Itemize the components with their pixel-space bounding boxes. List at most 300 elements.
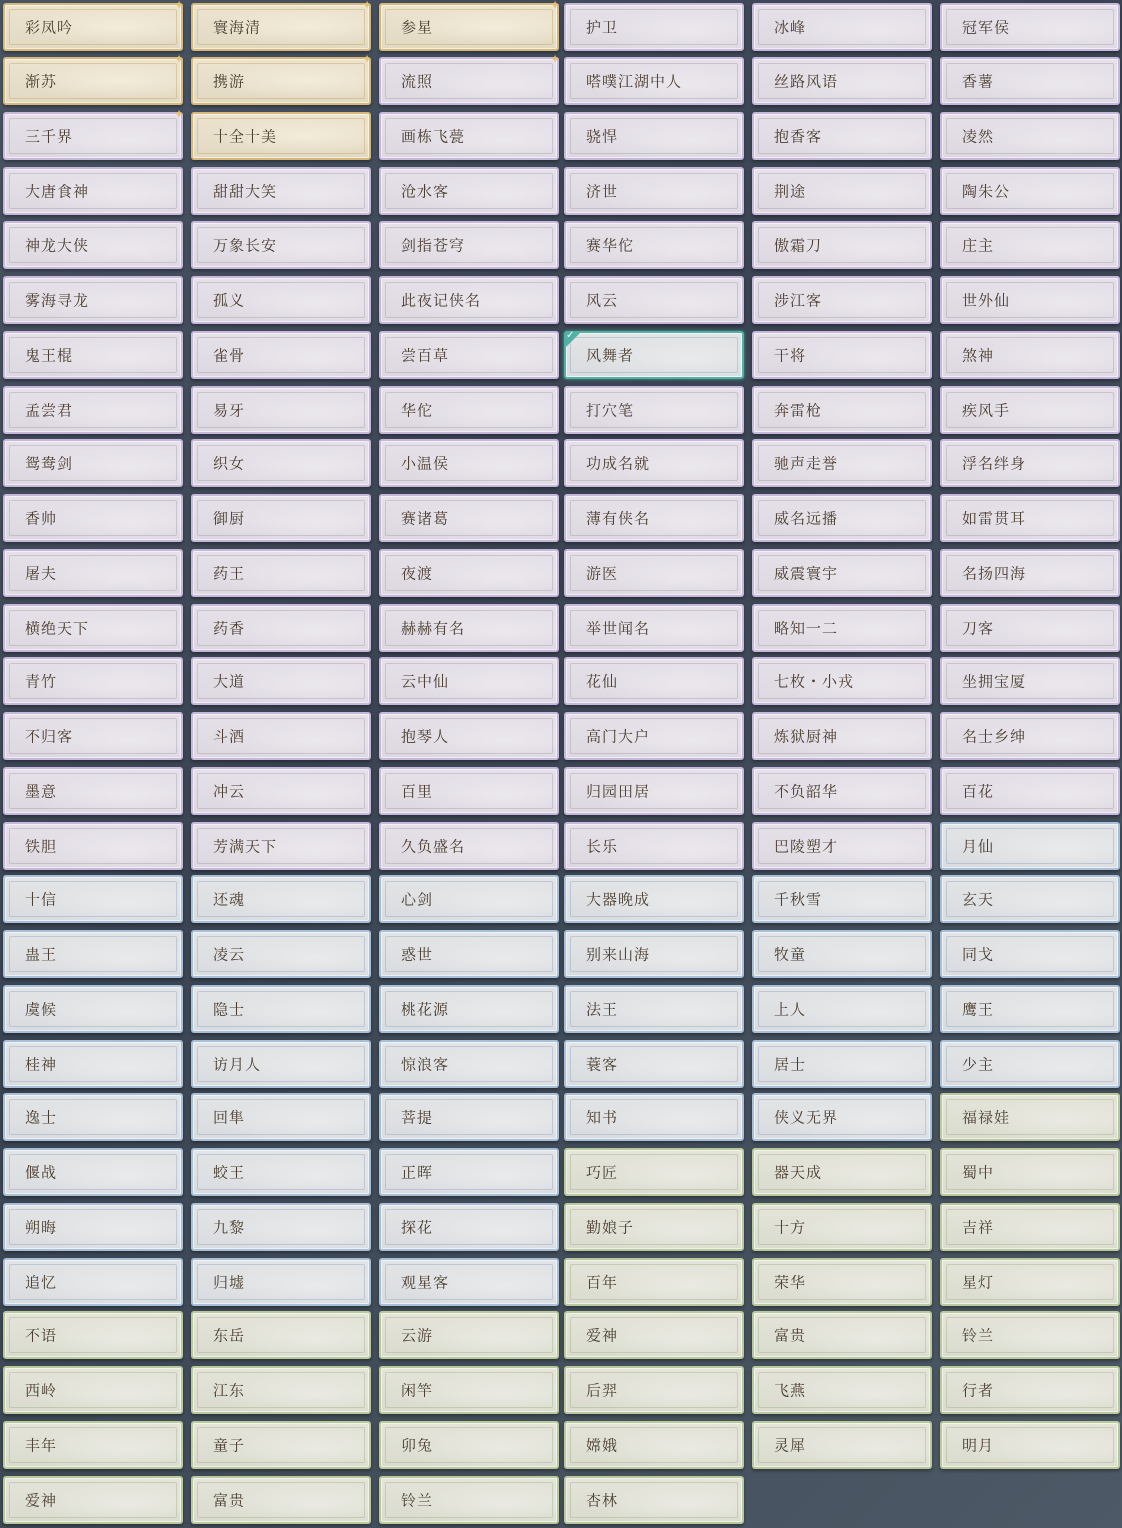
title-label: 御厨: [213, 509, 246, 528]
title-tile[interactable]: [379, 386, 559, 434]
title-tile[interactable]: [191, 331, 371, 379]
title-tile[interactable]: [940, 1148, 1120, 1196]
title-tile[interactable]: [752, 1040, 932, 1088]
title-tile[interactable]: [564, 494, 744, 542]
title-tile[interactable]: [940, 276, 1120, 324]
title-label: 富贵: [774, 1326, 807, 1345]
title-tile[interactable]: [940, 3, 1120, 51]
title-tile[interactable]: [940, 1093, 1120, 1141]
title-tile[interactable]: [564, 875, 744, 923]
title-label: 彩凤吟: [25, 18, 74, 37]
title-label: 访月人: [213, 1055, 262, 1074]
title-tile[interactable]: [191, 930, 371, 978]
title-tile[interactable]: [3, 1366, 183, 1414]
title-tile[interactable]: [379, 657, 559, 705]
title-label: 冲云: [213, 782, 246, 801]
title-label: 万象长安: [213, 236, 278, 255]
title-label: 富贵: [213, 1491, 246, 1510]
title-label: 药香: [213, 619, 246, 638]
title-tile[interactable]: [3, 1258, 183, 1306]
title-tile[interactable]: [940, 1203, 1120, 1251]
title-label: 嗒噗江湖中人: [586, 72, 683, 91]
title-tile[interactable]: [191, 1040, 371, 1088]
title-label: 傲霜刀: [774, 236, 823, 255]
title-tile[interactable]: [752, 875, 932, 923]
title-tile[interactable]: [940, 1366, 1120, 1414]
title-tile[interactable]: [564, 3, 744, 51]
title-tile[interactable]: [564, 1476, 744, 1524]
title-label: 大道: [213, 672, 246, 691]
title-label: 凌云: [213, 945, 246, 964]
title-tile[interactable]: [3, 0, 185, 51]
title-tile[interactable]: [940, 822, 1120, 870]
title-label: 大唐食神: [25, 182, 90, 201]
title-label: 飞燕: [774, 1381, 807, 1400]
title-tile[interactable]: [940, 1311, 1120, 1359]
title-label: 风舞者: [586, 346, 635, 365]
title-tile[interactable]: [191, 1476, 371, 1524]
title-tile[interactable]: [940, 767, 1120, 815]
title-tile[interactable]: [191, 276, 371, 324]
title-label: 斗酒: [213, 727, 246, 746]
title-tile[interactable]: [379, 1093, 559, 1141]
title-label: 同戈: [962, 945, 995, 964]
title-tile[interactable]: [564, 221, 744, 269]
title-tile[interactable]: [379, 1311, 559, 1359]
title-tile[interactable]: [752, 1421, 932, 1469]
title-label: 小温侯: [401, 454, 450, 473]
title-label: 名扬四海: [962, 564, 1027, 583]
title-tile[interactable]: [191, 767, 371, 815]
title-tile[interactable]: [940, 1258, 1120, 1306]
title-label: 玄天: [962, 890, 995, 909]
title-tile[interactable]: [3, 52, 185, 105]
title-tile[interactable]: [564, 1258, 744, 1306]
title-tile[interactable]: [752, 1093, 932, 1141]
title-label: 星灯: [962, 1273, 995, 1292]
sparkle-icon: ✦: [173, 0, 185, 12]
title-tile[interactable]: [940, 331, 1120, 379]
title-label: 薄有侠名: [586, 509, 651, 528]
title-tile[interactable]: [191, 985, 371, 1033]
title-label: 童子: [213, 1436, 246, 1455]
title-label: 荣华: [774, 1273, 807, 1292]
title-label: 香薯: [962, 72, 995, 91]
title-tile[interactable]: [379, 439, 559, 487]
title-tile[interactable]: [752, 1366, 932, 1414]
title-label: 流照: [401, 72, 434, 91]
title-tile[interactable]: [379, 549, 559, 597]
title-label: 三千界: [25, 127, 74, 146]
title-label: 赛华佗: [586, 236, 635, 255]
title-tile[interactable]: [752, 930, 932, 978]
title-label: 雀骨: [213, 346, 246, 365]
title-label: 坐拥宝厦: [962, 672, 1027, 691]
title-label: 炼狱厨神: [774, 727, 839, 746]
title-tile[interactable]: [191, 1311, 371, 1359]
title-tile[interactable]: [940, 439, 1120, 487]
title-label: 长乐: [586, 837, 619, 856]
title-label: 世外仙: [962, 291, 1011, 310]
title-tile[interactable]: [564, 112, 744, 160]
title-tile[interactable]: [379, 985, 559, 1033]
title-tile[interactable]: [752, 985, 932, 1033]
title-label: 渐苏: [25, 72, 58, 91]
title-tile[interactable]: [564, 1366, 744, 1414]
title-tile[interactable]: [564, 657, 744, 705]
title-tile[interactable]: [191, 875, 371, 923]
title-tile[interactable]: [940, 57, 1120, 105]
title-label: 侠义无界: [774, 1108, 839, 1127]
title-label: 荆途: [774, 182, 807, 201]
title-tile[interactable]: [564, 604, 744, 652]
title-tile[interactable]: [3, 875, 183, 923]
title-label: 驰声走誉: [774, 454, 839, 473]
title-tile[interactable]: [940, 494, 1120, 542]
title-tile[interactable]: [379, 1040, 559, 1088]
title-label: 尝百草: [401, 346, 450, 365]
title-label: 偃战: [25, 1163, 58, 1182]
title-tile[interactable]: [752, 331, 932, 379]
title-tile[interactable]: [752, 822, 932, 870]
sparkle-icon: ✦: [361, 0, 373, 12]
title-tile[interactable]: [752, 439, 932, 487]
title-label: 冰峰: [774, 18, 807, 37]
title-tile[interactable]: [379, 875, 559, 923]
title-label: 青竹: [25, 672, 58, 691]
title-tile[interactable]: [379, 0, 561, 51]
title-tile[interactable]: [379, 767, 559, 815]
title-label: 爱神: [25, 1491, 58, 1510]
title-tile[interactable]: [564, 1040, 744, 1088]
title-tile[interactable]: [379, 494, 559, 542]
title-label: 勤娘子: [586, 1218, 635, 1237]
title-tile[interactable]: [379, 712, 559, 760]
title-tile[interactable]: [191, 52, 373, 105]
title-tile[interactable]: [191, 1093, 371, 1141]
title-label: 画栋飞甍: [401, 127, 466, 146]
title-tile[interactable]: [3, 221, 183, 269]
title-label: 回隼: [213, 1108, 246, 1127]
title-tile[interactable]: [564, 331, 744, 379]
title-label: 煞神: [962, 346, 995, 365]
title-label: 风云: [586, 291, 619, 310]
title-label: 福禄娃: [962, 1108, 1011, 1127]
title-tile[interactable]: [379, 604, 559, 652]
title-label: 刀客: [962, 619, 995, 638]
title-tile[interactable]: [564, 386, 744, 434]
title-tile[interactable]: [191, 1421, 371, 1469]
title-label: 大器晚成: [586, 890, 651, 909]
title-tile[interactable]: [191, 1203, 371, 1251]
title-label: 归墟: [213, 1273, 246, 1292]
title-tile[interactable]: [191, 1366, 371, 1414]
title-label: 济世: [586, 182, 619, 201]
title-label: 抱香客: [774, 127, 823, 146]
title-tile[interactable]: [3, 107, 185, 160]
title-label: 菩提: [401, 1108, 434, 1127]
title-label: 蜀中: [962, 1163, 995, 1182]
title-tile[interactable]: [3, 494, 183, 542]
title-tile[interactable]: [564, 767, 744, 815]
title-tile[interactable]: [564, 1148, 744, 1196]
title-label: 孟尝君: [25, 401, 74, 420]
title-tile[interactable]: [3, 930, 183, 978]
title-label: 骁悍: [586, 127, 619, 146]
title-label: 鬼王棍: [25, 346, 74, 365]
title-label: 云中仙: [401, 672, 450, 691]
title-tile[interactable]: [191, 386, 371, 434]
title-label: 不归客: [25, 727, 74, 746]
title-label: 明月: [962, 1436, 995, 1455]
title-tile[interactable]: [379, 276, 559, 324]
title-tile[interactable]: [191, 439, 371, 487]
title-tile[interactable]: [564, 1311, 744, 1359]
title-tile[interactable]: [752, 3, 932, 51]
title-label: 十全十美: [213, 127, 278, 146]
title-tile[interactable]: [379, 930, 559, 978]
title-label: 药王: [213, 564, 246, 583]
title-label: 略知一二: [774, 619, 839, 638]
title-label: 不负韶华: [774, 782, 839, 801]
title-tile[interactable]: [379, 1203, 559, 1251]
title-label: 桂神: [25, 1055, 58, 1074]
title-label: 心剑: [401, 890, 434, 909]
title-label: 法王: [586, 1000, 619, 1019]
title-tile[interactable]: [3, 1040, 183, 1088]
title-tile[interactable]: [3, 386, 183, 434]
title-tile[interactable]: [3, 1148, 183, 1196]
title-tile[interactable]: [564, 930, 744, 978]
title-label: 居士: [774, 1055, 807, 1074]
title-label: 花仙: [586, 672, 619, 691]
title-tile[interactable]: [564, 167, 744, 215]
title-tile[interactable]: [3, 985, 183, 1033]
title-tile[interactable]: [940, 985, 1120, 1033]
title-tile[interactable]: [752, 276, 932, 324]
title-tile[interactable]: [940, 386, 1120, 434]
title-label: 铃兰: [401, 1491, 434, 1510]
title-label: 庄主: [962, 236, 995, 255]
title-label: 牧童: [774, 945, 807, 964]
title-label: 百里: [401, 782, 434, 801]
title-label: 后羿: [586, 1381, 619, 1400]
title-tile[interactable]: [940, 1040, 1120, 1088]
title-tile[interactable]: [940, 221, 1120, 269]
title-label: 鸳鸯剑: [25, 454, 74, 473]
title-label: 东岳: [213, 1326, 246, 1345]
title-label: 江东: [213, 1381, 246, 1400]
title-tile[interactable]: [752, 386, 932, 434]
title-tile[interactable]: [564, 1203, 744, 1251]
title-label: 屠夫: [25, 564, 58, 583]
title-label: 蓑客: [586, 1055, 619, 1074]
title-tile[interactable]: [752, 767, 932, 815]
title-tile[interactable]: [752, 167, 932, 215]
title-tile[interactable]: [940, 167, 1120, 215]
title-tile[interactable]: [3, 167, 183, 215]
title-tile[interactable]: [564, 439, 744, 487]
title-tile[interactable]: [752, 494, 932, 542]
title-tile[interactable]: [191, 167, 371, 215]
title-tile[interactable]: [564, 1421, 744, 1469]
title-label: 举世闻名: [586, 619, 651, 638]
title-label: 寰海清: [213, 18, 262, 37]
title-tile[interactable]: [940, 1421, 1120, 1469]
title-label: 参星: [401, 18, 434, 37]
title-label: 百年: [586, 1273, 619, 1292]
title-tile[interactable]: [191, 0, 373, 51]
title-tile[interactable]: [191, 1148, 371, 1196]
title-label: 还魂: [213, 890, 246, 909]
title-tile[interactable]: [3, 331, 183, 379]
title-label: 月仙: [962, 837, 995, 856]
title-tile[interactable]: [379, 1421, 559, 1469]
title-label: 虞候: [25, 1000, 58, 1019]
title-tile[interactable]: [379, 167, 559, 215]
title-tile[interactable]: [379, 1148, 559, 1196]
title-tile[interactable]: [3, 439, 183, 487]
title-tile[interactable]: [3, 1203, 183, 1251]
title-tile[interactable]: [379, 221, 559, 269]
title-label: 探花: [401, 1218, 434, 1237]
title-label: 灵犀: [774, 1436, 807, 1455]
title-tile[interactable]: [752, 1258, 932, 1306]
title-tile[interactable]: [752, 112, 932, 160]
title-tile[interactable]: [379, 112, 559, 160]
title-tile[interactable]: [3, 822, 183, 870]
title-tile[interactable]: [379, 52, 561, 105]
selected-check-icon: ✓: [565, 332, 581, 348]
title-tile[interactable]: [752, 1311, 932, 1359]
title-label: 观星客: [401, 1273, 450, 1292]
title-tile[interactable]: [564, 985, 744, 1033]
title-tile[interactable]: [752, 604, 932, 652]
title-tile[interactable]: [3, 1093, 183, 1141]
title-label: 十方: [774, 1218, 807, 1237]
title-label: 墨意: [25, 782, 58, 801]
title-tile[interactable]: [940, 112, 1120, 160]
sparkle-icon: ✦: [549, 0, 561, 12]
title-tile[interactable]: [191, 221, 371, 269]
title-label: 器天成: [774, 1163, 823, 1182]
sparkle-icon: ✦: [173, 107, 185, 121]
title-tile[interactable]: [3, 1476, 183, 1524]
title-tile[interactable]: [940, 875, 1120, 923]
title-label: 千秋雪: [774, 890, 823, 909]
title-label: 上人: [774, 1000, 807, 1019]
title-tile[interactable]: [752, 549, 932, 597]
title-label: 少主: [962, 1055, 995, 1074]
title-tile[interactable]: [564, 1093, 744, 1141]
title-label: 桃花源: [401, 1000, 450, 1019]
title-label: 横绝天下: [25, 619, 90, 638]
title-tile[interactable]: [379, 331, 559, 379]
title-tile[interactable]: [564, 57, 744, 105]
title-label: 剑指苍穹: [401, 236, 466, 255]
title-label: 干将: [774, 346, 807, 365]
title-label: 追忆: [25, 1273, 58, 1292]
title-tile[interactable]: [191, 549, 371, 597]
title-tile[interactable]: [752, 221, 932, 269]
title-tile[interactable]: [3, 549, 183, 597]
title-tile[interactable]: [940, 604, 1120, 652]
title-tile[interactable]: [752, 712, 932, 760]
title-tile[interactable]: [752, 1148, 932, 1196]
title-tile[interactable]: [3, 657, 183, 705]
title-label: 功成名就: [586, 454, 651, 473]
title-label: 威名远播: [774, 509, 839, 528]
title-tile[interactable]: [3, 604, 183, 652]
title-tile[interactable]: [940, 712, 1120, 760]
title-label: 正晖: [401, 1163, 434, 1182]
title-label: 疾风手: [962, 401, 1011, 420]
title-tile[interactable]: [564, 276, 744, 324]
title-label: 杏林: [586, 1491, 619, 1510]
title-label: 十信: [25, 890, 58, 909]
title-tile[interactable]: [191, 657, 371, 705]
title-label: 行者: [962, 1381, 995, 1400]
title-tile[interactable]: [191, 712, 371, 760]
title-label: 此夜记侠名: [401, 291, 482, 310]
title-label: 蛟王: [213, 1163, 246, 1182]
title-tile[interactable]: [3, 1311, 183, 1359]
title-label: 赫赫有名: [401, 619, 466, 638]
title-label: 卯兔: [401, 1436, 434, 1455]
title-tile[interactable]: [379, 1366, 559, 1414]
title-tile[interactable]: [379, 1258, 559, 1306]
title-label: 爱神: [586, 1326, 619, 1345]
title-tile[interactable]: [752, 1203, 932, 1251]
title-label: 芳满天下: [213, 837, 278, 856]
title-label: 名士乡绅: [962, 727, 1027, 746]
title-tile[interactable]: [191, 1258, 371, 1306]
title-label: 隐士: [213, 1000, 246, 1019]
title-label: 鹰王: [962, 1000, 995, 1019]
title-label: 蛊王: [25, 945, 58, 964]
title-tile[interactable]: [564, 822, 744, 870]
title-tile[interactable]: [3, 712, 183, 760]
title-tile[interactable]: [191, 604, 371, 652]
title-tile[interactable]: [940, 549, 1120, 597]
title-tile[interactable]: [940, 930, 1120, 978]
title-tile[interactable]: [191, 494, 371, 542]
title-label: 七枚・小戎: [774, 672, 855, 691]
title-tile[interactable]: [3, 1421, 183, 1469]
sparkle-icon: ✦: [361, 52, 373, 66]
title-label: 逸士: [25, 1108, 58, 1127]
title-tile[interactable]: [940, 657, 1120, 705]
title-label: 孤义: [213, 291, 246, 310]
title-label: 夜渡: [401, 564, 434, 583]
title-label: 嫦娥: [586, 1436, 619, 1455]
title-tile[interactable]: [564, 549, 744, 597]
title-tile[interactable]: [3, 276, 183, 324]
title-tile[interactable]: [191, 822, 371, 870]
title-tile[interactable]: [191, 112, 371, 160]
title-tile[interactable]: [379, 822, 559, 870]
title-tile[interactable]: [752, 657, 932, 705]
title-tile[interactable]: [379, 1476, 559, 1524]
sparkle-icon: ✦: [549, 52, 561, 66]
title-tile[interactable]: [3, 767, 183, 815]
title-label: 华佗: [401, 401, 434, 420]
title-label: 打穴笔: [586, 401, 635, 420]
title-tile[interactable]: [752, 57, 932, 105]
title-label: 冠军侯: [962, 18, 1011, 37]
title-label: 携游: [213, 72, 246, 91]
title-tile[interactable]: [564, 712, 744, 760]
